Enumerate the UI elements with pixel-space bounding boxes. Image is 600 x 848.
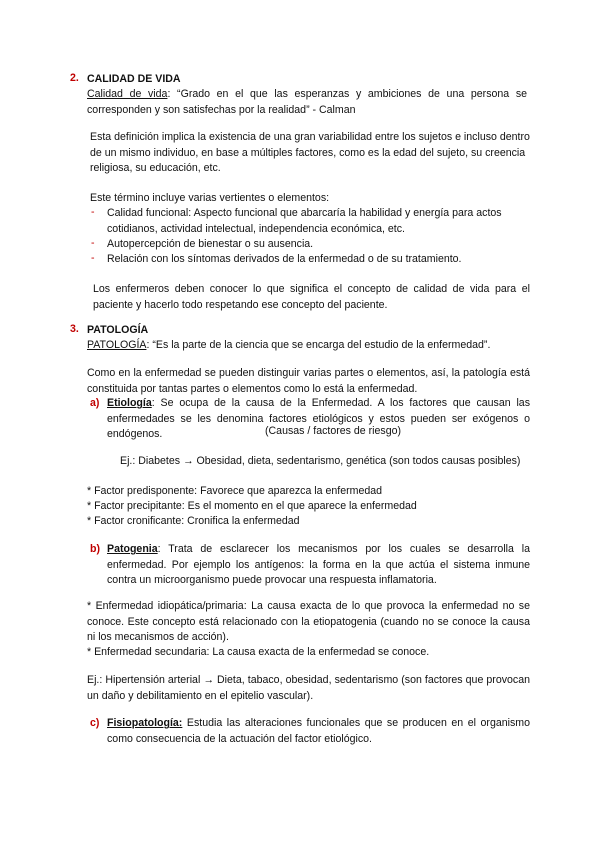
factor-line: * Factor cronificante: Cronifica la enfermedad [87, 515, 300, 527]
section-2-number: 2. [70, 72, 79, 84]
section-3-definition [87, 338, 532, 354]
list-bullet: - [91, 252, 95, 264]
idiopathic-note: * Enfermedad idiopática/primaria: La causa exacta de lo que provoca la enfermedad no se conoce. Este concepto está relacionado con la etiopatogenia (cuando no se conoce la causa ni los mecanismos de acción). [87, 600, 530, 643]
section-3-number: 3. [70, 323, 79, 335]
etiology-example: Ej.: Diabetes → Obesidad, dieta, sedentarismo, genética (son todos causas posibles) [120, 455, 521, 467]
list-bullet: - [91, 206, 95, 218]
section-2-list-intro: Este término incluye varias vertientes o elementos: [90, 192, 330, 204]
hypertension-example: Ej.: Hipertensión arterial → Dieta, tabaco, obesidad, sedentarismo (son factores que provocan un daño y debilitamiento en el epitelio vascular). [87, 674, 530, 702]
quality-of-life-term: Calidad de vida [87, 88, 168, 100]
list-item: Relación con los síntomas derivados de la enfermedad o de su tratamiento. [107, 253, 462, 265]
list-item: Autopercepción de bienestar o su ausencia. [107, 238, 314, 250]
section-2-definition [87, 87, 527, 118]
item-b-letter: b) [90, 543, 100, 555]
pathogenesis-term: Patogenia [107, 543, 158, 555]
pathology-term: PATOLOGÍA [87, 339, 147, 351]
pathogenesis-paragraph [107, 542, 530, 589]
pathophysiology-paragraph [107, 716, 530, 747]
pathophysiology-text: Estudia las alteraciones funcionales que se producen en el organismo como consecuencia de la actuación del factor etiológico. [107, 717, 530, 745]
section-3-intro: Como en la enfermedad se pueden distinguir varias partes o elementos, así, la patología está constituida por tantas partes o elementos como lo está la enfermedad. [87, 367, 530, 395]
list-bullet: - [91, 237, 95, 249]
factor-line: * Factor precipitante: Es el momento en el que aparece la enfermedad [87, 500, 417, 512]
quality-of-life-definition: : “Grado en el que las esperanzas y ambiciones de una persona se corresponden y son satisfechas por la realidad” - Calman [87, 88, 528, 116]
section-2-paragraph-1: Esta definición implica la existencia de una gran variabilidad entre los sujetos e incluso dentro de un mismo individuo, en base a múltiples factores, como es la edad del sujeto, su creencia religiosa, su educación, etc. [90, 131, 530, 174]
pathogenesis-text: : Trata de esclarecer los mecanismos por los cuales se desarrolla la enfermedad. Por ejemplo los antígenos: la forma en la que actúa el sistema inmune contra un microorganismo puede provocar una respuesta inflamatoria. [107, 543, 530, 586]
section-2-title: CALIDAD DE VIDA [87, 73, 181, 85]
item-a-letter: a) [90, 397, 100, 409]
etiology-aside: (Causas / factores de riesgo) [265, 425, 402, 437]
etiology-term: Etiología [107, 397, 152, 409]
list-item: Calidad funcional: Aspecto funcional que abarcaría la habilidad y energía para actos cotidianos, actividad intelectual, independencia económica, etc. [107, 207, 502, 235]
section-2-paragraph-2: Los enfermeros deben conocer lo que significa el concepto de calidad de vida para el paciente y hacerlo todo respetando ese concepto del paciente. [93, 283, 530, 311]
factor-line: * Factor predisponente: Favorece que aparezca la enfermedad [87, 485, 383, 497]
item-c-letter: c) [90, 717, 100, 729]
secondary-note: * Enfermedad secundaria: La causa exacta de la enfermedad se conoce. [87, 646, 430, 658]
section-3-title: PATOLOGÍA [87, 324, 149, 336]
pathophysiology-term: Fisiopatología: [107, 717, 183, 729]
pathology-definition: : “Es la parte de la ciencia que se encarga del estudio de la enfermedad”. [146, 339, 491, 351]
etiology-text: : Se ocupa de la causa de la Enfermedad. A los factores que causan las enfermedades se les denomina factores etiológicos y estos pueden ser exógenos o endógenos. [107, 397, 530, 440]
